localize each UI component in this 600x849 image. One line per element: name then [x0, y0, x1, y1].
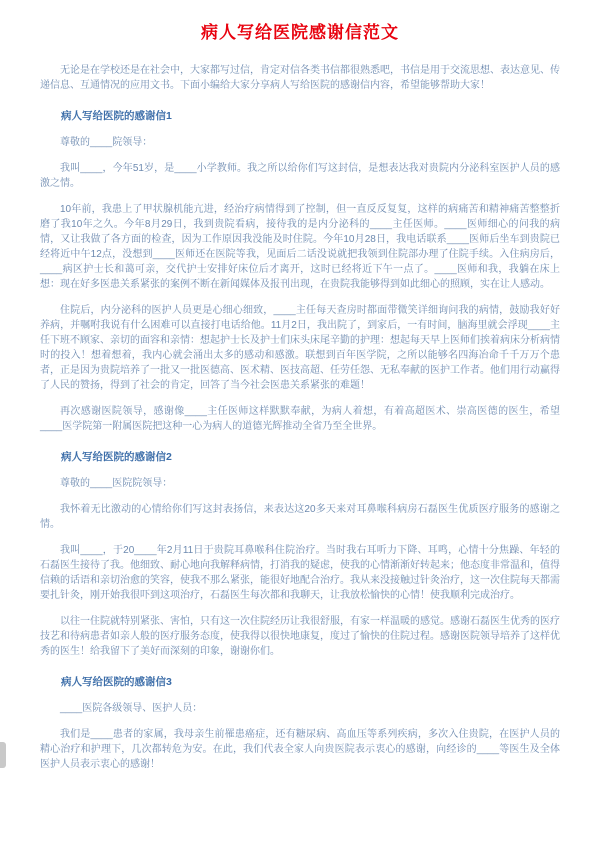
scrollbar-handle[interactable] — [0, 742, 6, 768]
paragraph: 我们是____患者的家属，我母亲生前罹患癌症，还有糖尿病、高血压等系列疾病，多次入住贵院，在医护人员的精心治疗和护理下，几次都转危为安。在此，我们代表全家人向贵医院表示衷心的感谢，向经诊的____等医生及全体医护人员表示衷心的感谢！ — [40, 729, 560, 770]
paragraph: 再次感谢医院领导，感谢像____主任医师这样默默奉献，为病人着想，有着高超医术、崇高医德的医生，希望____医学院第一附属医院把这种一心为病人的道德光辉推动全省乃至全世界。 — [40, 406, 560, 432]
paragraph: 10年前，我患上了甲状腺机能亢进，经治疗病情得到了控制，但一直反反复复，这样的病痛苦和精神痛苦整整折磨了我10年之久。今年8月29日，我到贵院看病，接待我的是内分泌科的____主任医师。____医师细心的问我的病情，又让我做了各方面的检查，因为工作原因我没能及时住院。今年10月28日，我电话联系____医师后坐车到贵院已经将近中午12点，没想到____医师还在医院等我，见面后二话没说就把我领到住院部办理了住院手续。入住病房后，____病区护士长和蔼可亲，交代护士安排好床位后才离开，这时已经将近下午一点了。____医师和我，我躺在床上想：现在好多医患关系紧张的案例不断在新闻媒体及报刊出现，在贵院我能够得到如此细心的照顾，实在让人感动。 — [40, 204, 560, 290]
salutation-2: 尊敬的____医院院领导： — [60, 478, 173, 489]
paragraph: 我怀着无比激动的心情给你们写这封表扬信，来表达这20多天来对耳鼻喉科病房石磊医生优质医疗服务的感谢之情。 — [40, 504, 560, 530]
page-title: 病人写给医院感谢信范文 — [201, 23, 399, 42]
paragraph: 住院后，内分泌科的医护人员更是心细心细致，____主任每天查房时都面带微笑详细询问我的病情，鼓励我好好养病，并嘱咐我说有什么困难可以直接打电话给他。11月2日，我出院了，到家后，一有时间，脑海里就会浮现____主任下班不顾家、亲切的面容和亲情：想起护士长及护士们床头床尾辛勤的护理：想起每天早上医师们挨着病床分析病情时的投入！想着想着，我内心就会涌出太多的感动和感激。联想到百年医学院，之所以能够名四海冶命千千万万个患者，正是因为贵院培养了一批又一批医德高、医术精、医技高超、任劳任怨、无私奉献的医护工作者。他们用行动赢得了人民的赞扬，得到了社会的肯定，回答了当今社会医患关系紧张的难题！ — [40, 305, 560, 391]
section-heading-2: 病人写给医院的感谢信2 — [61, 451, 172, 463]
intro-paragraph: 无论是在学校还是在社会中，大家都写过信，肯定对信各类书信都很熟悉吧，书信是用于交流思想、表达意见、传递信息、互通情况的应用文书。下面小编给大家分享病人写给医院的感谢信内容，希望能够帮助大家！ — [40, 65, 560, 91]
salutation-3: ____医院各级领导、医护人员： — [60, 703, 203, 714]
paragraph: 我叫____，于20____年2月11日于贵院耳鼻喉科住院治疗。当时我右耳听力下降、耳鸣，心情十分焦躁、年轻的石磊医生接待了我。他细致、耐心地向我解释病情，打消我的疑虑，使我的心情渐渐好转起来；他态度非常温和，值得信赖的话语和亲切治愈的笑容，使我不那么紧张，能很好地配合治疗。我从来没接触过针灸治疗，这一次住院每天都需要扎针灸，刚开始我很吓到这项治疗，石磊医生每次都和我聊天，让我放松愉快的心情！使我顺利完成治疗。 — [40, 545, 560, 601]
section-heading-3: 病人写给医院的感谢信3 — [61, 676, 172, 688]
salutation-1: 尊敬的____院领导： — [60, 137, 153, 148]
paragraph: 以往一住院就特别紧张、害怕，只有这一次住院经历让我很舒服，有家一样温暖的感觉。感谢石磊医生优秀的医疗技艺和待病患者如亲人般的医疗服务态度，使我得以很快地康复，度过了愉快的住院过程。感谢医院领导培养了这样优秀的医生！给我留下了美好而深刻的印象，谢谢你们。 — [40, 616, 560, 657]
paragraph: 我叫____，今年51岁，是____小学教师。我之所以给你们写这封信，是想表达我对贵院内分泌科室医护人员的感激之情。 — [40, 163, 560, 189]
section-heading-1: 病人写给医院的感谢信1 — [61, 110, 172, 122]
